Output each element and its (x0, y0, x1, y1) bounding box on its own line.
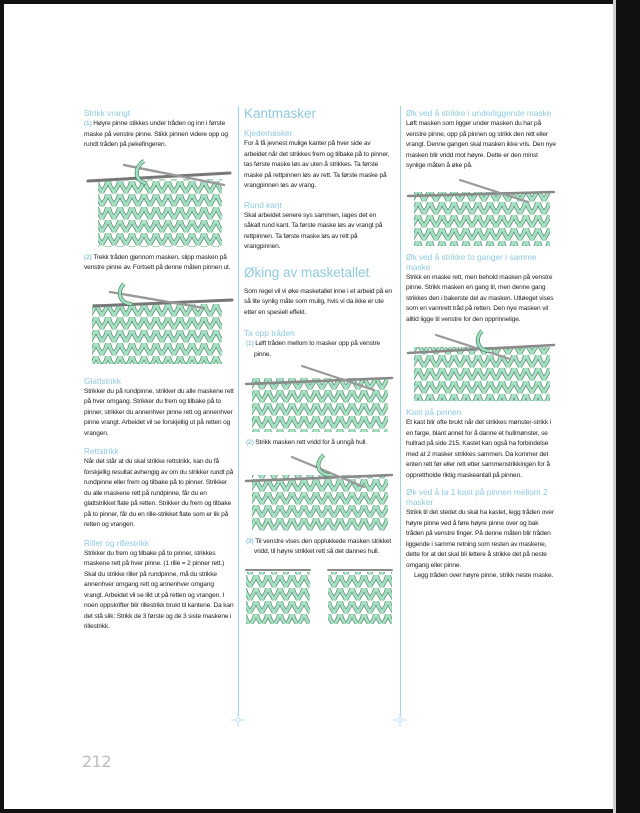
page-edge-shadow (613, 0, 616, 813)
section-body: Et kast blir ofte brukt når det strikkes mønster-strikk i en farge, blant annet for å danne et hullmønster, se hullrad på side 215. Kastet kan også ha forbindelse med at 2 masker strikkes sammen. Da kommer det enten rett før eller rett etter sammenstrikkingen for å opprettholde riktig maskeantall på pinnen. (406, 419, 551, 479)
section-body: Når det står at du skal strikke rettstrikk, kan du få forskjellig resultat avhengig av om du strikker rundt på rundpinne eller frem og tilbake på to pinner. Strikker du alle maskene rett på rundpinne, får du en glattstrikket flate på retten. Strikker du frem og tilbake på to pinner, får du en rille-strikket flate som er lik på retten og vrangen. (84, 458, 234, 528)
flower-ornament-icon (392, 712, 408, 728)
step-text (244, 537, 394, 558)
pick-up-strand-diagram-1 (244, 364, 394, 432)
column-1 (84, 104, 234, 633)
frame-right (616, 0, 640, 813)
step-text (84, 119, 234, 151)
section-heading: Kjedemasker (244, 128, 293, 138)
column-2 (244, 104, 394, 630)
step-number: (1) (84, 120, 92, 127)
pick-up-strand-diagram-3 (244, 562, 394, 624)
section-title: Kantmasker (244, 106, 317, 121)
frame-left (0, 0, 4, 813)
step-body: Til venstre vises den opplukkede masken strikket vridd, til høyre strikket rett så det dannes hull. (254, 537, 392, 555)
section-heading: Øk ved å strikke to ganger i samme maske (406, 251, 537, 272)
flower-ornament-icon (230, 712, 246, 728)
step-body: Løft tråden mellom to masker opp på venstre pinne. (254, 340, 381, 358)
section-heading: Kast på pinnen (406, 407, 462, 417)
section-body: Skal arbeidet senere sys sammen, lages det en såkalt rund kant. Ta første maske løs av vrangt på rettpinnen. Ta første maske løs av rett på vrangpinnen. (244, 211, 383, 250)
purl-stitch-diagram-1 (84, 155, 234, 247)
frame-top (0, 0, 640, 4)
step-body: Strikk masken rett vridd for å unngå hull. (255, 439, 368, 446)
section-body: Strikker du på rundpinne, strikker du alle maskene rett på hver omgang. Strikker du frem og tilbake på to pinner, strikker du annenhver pinne rett og annenhver pinne vrangt. Arbeidet vil se forskjellig ut på retten og vrangen. (84, 387, 234, 437)
section-heading: Ta opp tråden (244, 328, 295, 338)
section-heading: Rund kant (244, 199, 282, 210)
column-divider (400, 106, 401, 716)
step-number: (1) (246, 340, 254, 347)
step-body: Høyre pinne stikkes under tråden og inn i første maske på venstre pinne. Stikk pinnen videre opp og rundt tråden på pekefingeren. (84, 120, 228, 148)
section-intro: Som regel vil vi øke masketallet inne i et arbeid på en så lite synlig måte som mulig, hvis vi da ikke er ute etter en spesiell effekt. (244, 287, 392, 316)
section-heading: Øk ved å ta 1 kast på pinnen mellom 2 masker (406, 487, 548, 507)
increase-underlying-stitch-diagram (406, 176, 556, 246)
step-number: (2) (84, 253, 92, 261)
page-number: 212 (82, 752, 112, 771)
purl-stitch-diagram-2 (84, 278, 234, 366)
step-number: (2) (246, 439, 254, 446)
section-heading: Riller og rillestrikk (84, 537, 150, 548)
section-heading: Glattstrikk (84, 375, 121, 386)
knit-twice-diagram (406, 329, 556, 401)
section-heading: Rettstrikk (84, 446, 119, 456)
section-body: Strikker du frem og tilbake på to pinner, strikkes maskene rett på hver pinne. (1 rille = 2 pinner rett.) Skal du strikke riller på rundpinne, må du strikke annenhver omgang rett og annenhver omgang vrangt. Arbeidet vil se likt ut på retten og vrangen. I noen oppskrifter blir rillestrikk brukt til kantene. Da kan det stå slik: Strikk de 3 første og de 3 siste maskene i rillestrikk. (84, 549, 234, 630)
section-title: Øking av masketallet (244, 264, 370, 280)
section-body: Legg tråden over høyre pinne, strikk neste maske. (414, 572, 554, 579)
section-body: For å få jevnest mulige kanter på hver side av arbeidet når det strikkes frem og tilbake på to pinner, tas første maske løs av uten å strikkes. Ta første maske på rettpinnen løs av rett. Ta første maske på vrangpinnen løs av vrang. (244, 140, 390, 189)
step-text (244, 438, 394, 449)
step-text (84, 253, 234, 274)
step-text (244, 339, 394, 360)
frame-bottom (0, 809, 640, 813)
column-3 (406, 104, 556, 582)
pick-up-strand-diagram-2 (244, 453, 394, 531)
section-body: Løft masken som ligger under masken du har på venstre pinne, opp på pinnen og strikk den rett eller vrangt. Denne gangen skal masken ikke vris. Den nye masken blir vridd mot høyre. Dette er den minst synlige måten å øke på. (406, 120, 556, 169)
step-number: (3) (246, 537, 254, 545)
section-body: Strikk en maske rett, men behold masken på venstre pinne. Strikk masken en gang til, men denne gang strikkes den i bakerste del av masken. Utløeget vises som en vannrett tråd på retten. Den nye masken vil alltid ligge til venstre for den opprinnelige. (406, 273, 554, 323)
section-heading: Strikk vrangt (84, 108, 131, 118)
column-divider (238, 106, 239, 716)
step-body: Trekk tråden gjennom masken, slipp masken på venstre pinne av. Fortsett på denne måten pinnen ut. (84, 253, 231, 271)
section-heading: Øk ved å strikke i underliggende maske (406, 108, 552, 118)
section-body: Strikk til det stedet du skal ha kastet, legg tråden over høyre pinne ved å føre høyre pinne over og bak tråden på venstre finger. På denne måten blir tråden liggende i samme retning som resten av maskene, dette for at det skal bli lettere å strikke det på neste omgang eller pinne. (406, 509, 554, 569)
